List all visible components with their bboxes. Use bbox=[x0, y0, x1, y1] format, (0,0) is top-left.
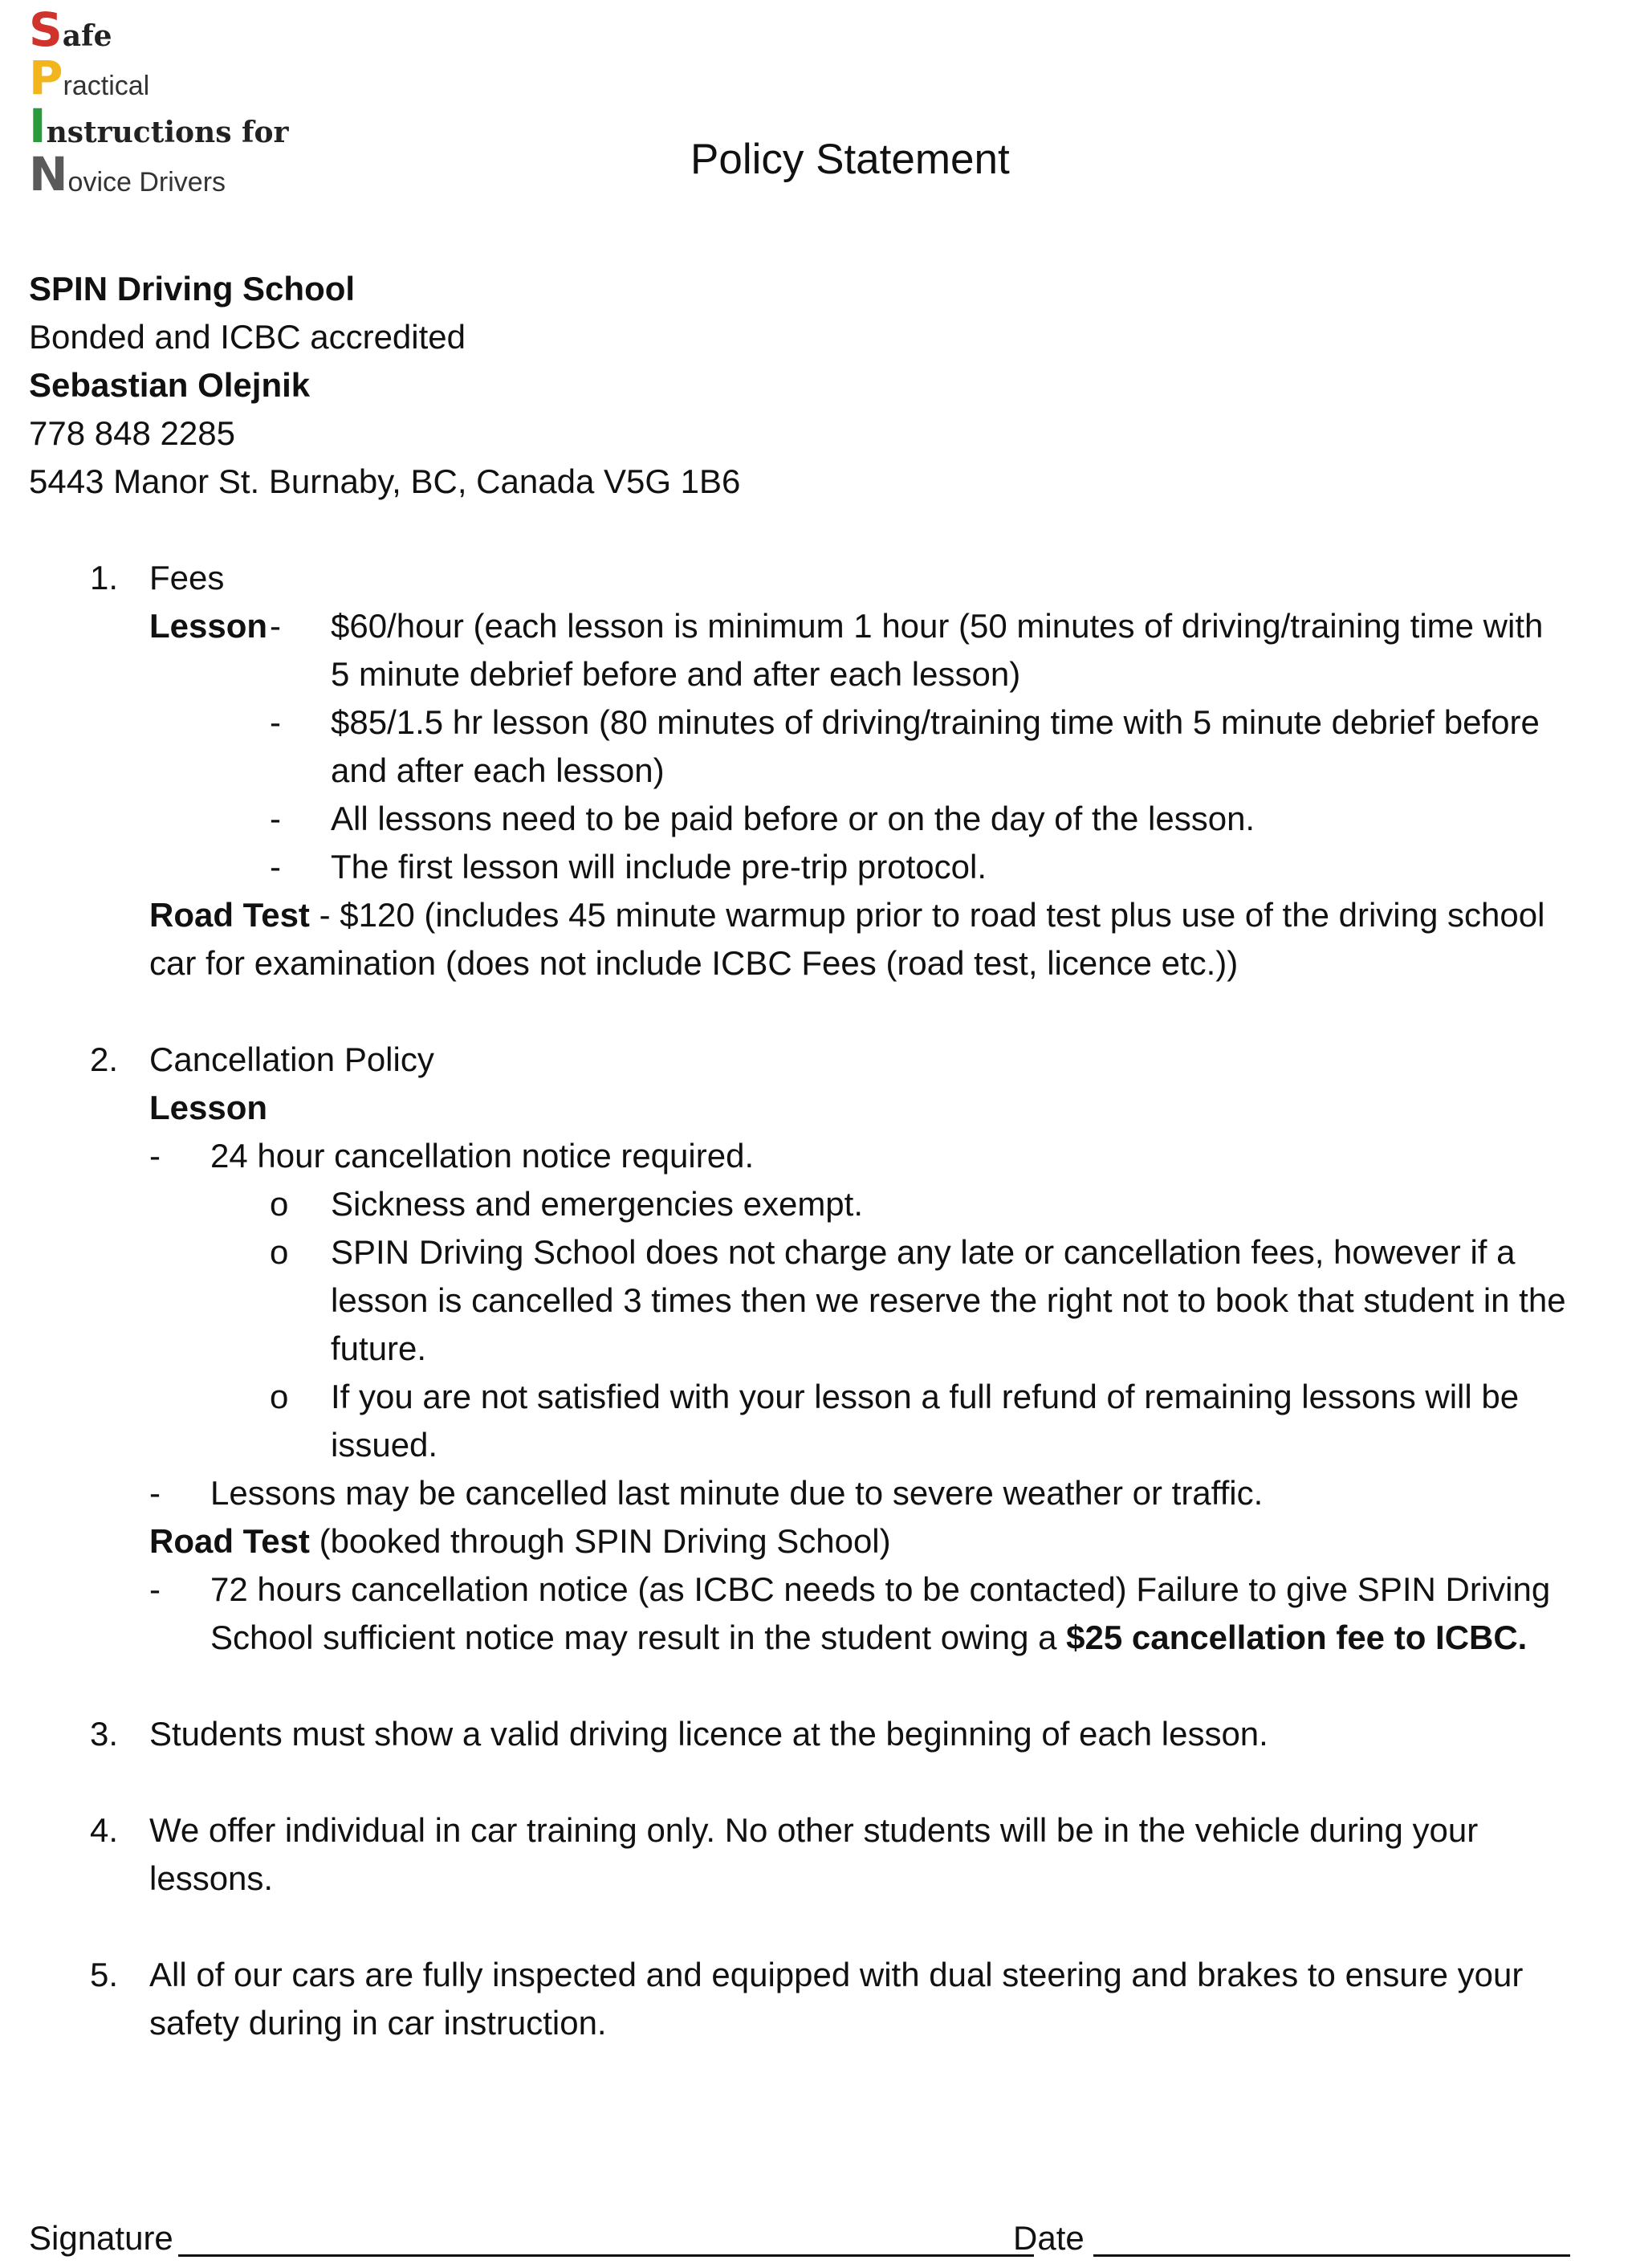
date-label: Date bbox=[1013, 2219, 1085, 2257]
cancel-no-fees-line3: future. bbox=[331, 1329, 427, 1367]
fee-pre-trip: The first lesson will include pre-trip protocol. bbox=[331, 848, 987, 886]
road-test-label: Road Test bbox=[149, 896, 310, 934]
logo-initial-i: I bbox=[29, 99, 47, 153]
school-name: SPIN Driving School bbox=[29, 270, 356, 307]
road-test-heading bbox=[149, 1517, 891, 1566]
section-2-dash: - bbox=[149, 1137, 161, 1175]
logo-line-instructions bbox=[29, 99, 289, 153]
logo-initial-p: P bbox=[29, 51, 63, 105]
logo-initial-s: S bbox=[29, 2, 63, 57]
cancel-72-hours-text: School sufficient notice may result in the student owing a bbox=[210, 1619, 1067, 1656]
instructor-name: Sebastian Olejnik bbox=[29, 366, 311, 404]
section-3-number: 3. bbox=[90, 1715, 119, 1753]
logo-word-practical: ractical bbox=[63, 70, 150, 101]
section-1-dash: - bbox=[270, 800, 281, 837]
cancel-sickness-exempt: Sickness and emergencies exempt. bbox=[331, 1185, 863, 1223]
road-test-fee-text: - $120 (includes 45 minute warmup prior to road test plus use of the driving school bbox=[309, 896, 1545, 934]
section-2-dash: - bbox=[149, 1570, 161, 1608]
accreditation: Bonded and ICBC accredited bbox=[29, 318, 466, 356]
section-2-lesson-label: Lesson bbox=[149, 1089, 268, 1126]
logo-line-safe bbox=[29, 2, 112, 57]
fee-85-line2: and after each lesson) bbox=[331, 751, 665, 789]
section-2-dash: - bbox=[149, 1474, 161, 1512]
signature-field[interactable] bbox=[178, 2254, 1034, 2257]
sub-bullet-circle: o bbox=[270, 1233, 289, 1271]
cancel-72-hours-line1: 72 hours cancellation notice (as ICBC needs to be contacted) Failure to give SPIN Driving bbox=[210, 1570, 1551, 1608]
section-1-number: 1. bbox=[90, 559, 119, 597]
sub-bullet-circle: o bbox=[270, 1185, 289, 1223]
section-4-number: 4. bbox=[90, 1811, 119, 1849]
cancel-no-fees-line1: SPIN Driving School does not charge any late or cancellation fees, however if a bbox=[331, 1233, 1516, 1271]
logo-word-safe: afe bbox=[62, 19, 112, 54]
address: 5443 Manor St. Burnaby, BC, Canada V5G 1B6 bbox=[29, 462, 741, 500]
fee-60-line2: 5 minute debrief before and after each lesson) bbox=[331, 655, 1021, 693]
road-test-label-2: Road Test bbox=[149, 1522, 310, 1560]
cancellation-fee: $25 cancellation fee to ICBC. bbox=[1066, 1619, 1528, 1656]
section-4-text-line2: lessons. bbox=[149, 1859, 274, 1897]
phone-number: 778 848 2285 bbox=[29, 414, 235, 452]
cancel-refund-line1: If you are not satisfied with your lesson a full refund of remaining lessons will be bbox=[331, 1378, 1520, 1415]
section-1-dash: - bbox=[270, 848, 281, 886]
cancel-72-hours-line2 bbox=[210, 1614, 1527, 1662]
cancel-weather: Lessons may be cancelled last minute due to severe weather or traffic. bbox=[210, 1474, 1264, 1512]
section-1-heading: Fees bbox=[149, 559, 225, 597]
section-1-lesson-label: Lesson bbox=[149, 607, 268, 645]
logo-word-novice: ovice Drivers bbox=[67, 166, 226, 197]
fee-60-line1: $60/hour (each lesson is minimum 1 hour (50 minutes of driving/training time with bbox=[331, 607, 1544, 645]
cancel-refund-line2: issued. bbox=[331, 1426, 438, 1464]
logo-initial-n: N bbox=[29, 147, 68, 202]
section-5-text-line1: All of our cars are fully inspected and equipped with dual steering and brakes to ensure your bbox=[149, 1956, 1524, 1993]
road-test-fee-line2: car for examination (does not include ICBC Fees (road test, licence etc.)) bbox=[149, 944, 1239, 982]
date-field[interactable] bbox=[1093, 2254, 1570, 2257]
signature-label: Signature bbox=[29, 2219, 173, 2257]
cancel-24-hour: 24 hour cancellation notice required. bbox=[210, 1137, 755, 1175]
fee-paid-before: All lessons need to be paid before or on the day of the lesson. bbox=[331, 800, 1255, 837]
section-3-text: Students must show a valid driving licence at the beginning of each lesson. bbox=[149, 1715, 1268, 1753]
section-2-number: 2. bbox=[90, 1040, 119, 1078]
section-2-heading: Cancellation Policy bbox=[149, 1040, 434, 1078]
section-5-text-line2: safety during in car instruction. bbox=[149, 2004, 607, 2042]
section-1-dash: - bbox=[270, 703, 281, 741]
road-test-note: (booked through SPIN Driving School) bbox=[309, 1522, 891, 1560]
section-4-text-line1: We offer individual in car training only. No other students will be in the vehicle during your bbox=[149, 1811, 1479, 1849]
school-logo bbox=[29, 2, 294, 207]
page-title: Policy Statement bbox=[690, 136, 1010, 183]
section-5-number: 5. bbox=[90, 1956, 119, 1993]
cancel-no-fees-line2: lesson is cancelled 3 times then we reserve the right not to book that student in the bbox=[331, 1281, 1566, 1319]
sub-bullet-circle: o bbox=[270, 1378, 289, 1415]
section-1-dash: - bbox=[270, 607, 281, 645]
fee-85-line1: $85/1.5 hr lesson (80 minutes of driving/training time with 5 minute debrief before bbox=[331, 703, 1540, 741]
logo-word-instructions: nstructions for bbox=[46, 116, 289, 150]
road-test-fee-line1 bbox=[149, 891, 1544, 939]
logo-line-novice bbox=[29, 147, 226, 202]
logo-line-practical bbox=[29, 51, 150, 105]
